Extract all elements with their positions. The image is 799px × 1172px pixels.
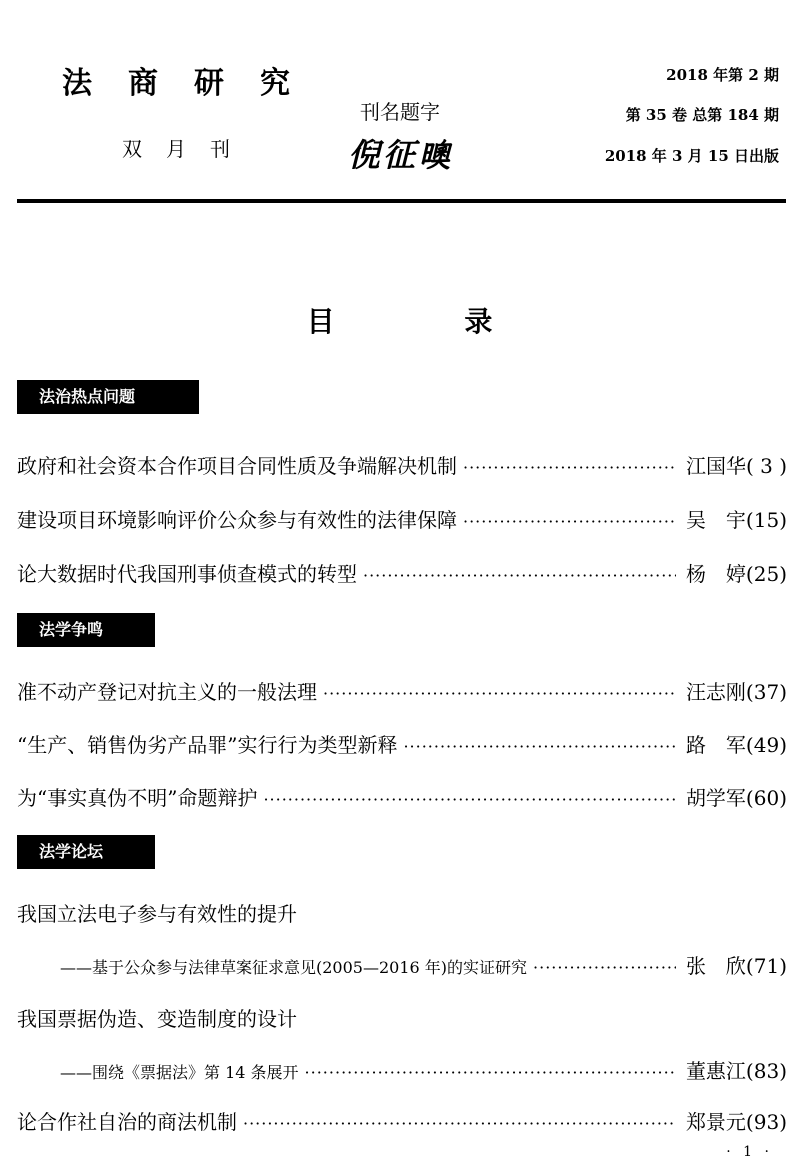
issue-number: 2018 年第 2 期 — [666, 66, 779, 84]
toc-entry[interactable] — [17, 504, 787, 538]
leader-dots — [263, 790, 675, 809]
entry-title: 论合作社自治的商法机制 — [17, 1110, 237, 1134]
entry-title: 建设项目环境影响评价公众参与有效性的法律保障 — [17, 508, 457, 532]
entry-author-page: 郑景元(93) — [685, 1110, 787, 1134]
leader-dots — [363, 566, 676, 585]
entry-author-page: 张 欣(71) — [685, 954, 787, 978]
leader-dots — [305, 1063, 676, 1082]
section-tab: 法学争鸣 — [17, 613, 155, 647]
entry-title: 准不动产登记对抗主义的一般法理 — [17, 680, 317, 704]
toc-entry[interactable] — [17, 729, 787, 763]
entry-author-page: 江国华( 3 ) — [685, 454, 787, 478]
entry-title: 为“事实真伪不明”命题辩护 — [17, 786, 258, 810]
toc-entry[interactable] — [17, 1106, 787, 1140]
calligraphy-signature: 倪征𣋉 — [348, 136, 454, 174]
entry-author-page: 胡学军(60) — [685, 786, 787, 810]
entry-title: 我国立法电子参与有效性的提升 — [17, 902, 297, 926]
leader-dots — [463, 458, 676, 477]
toc-entry[interactable] — [17, 450, 787, 484]
entry-title: 政府和社会资本合作项目合同性质及争端解决机制 — [17, 454, 457, 478]
entry-author-page: 董惠江(83) — [685, 1059, 787, 1083]
page-number: · 1 · — [726, 1144, 773, 1160]
toc-entry[interactable] — [17, 558, 787, 592]
calligraphy-label: 刊名题字 — [360, 100, 440, 124]
toc-entry-subtitle[interactable] — [60, 950, 787, 984]
publication-frequency: 双月刊 — [122, 137, 254, 161]
toc-entry[interactable] — [17, 782, 787, 816]
entry-title: “生产、销售伪劣产品罪”实行行为类型新释 — [17, 733, 398, 757]
entry-author-page: 路 军(49) — [685, 733, 787, 757]
toc-entry[interactable] — [17, 898, 787, 932]
entry-author-page: 汪志刚(37) — [685, 680, 787, 704]
entry-subtitle: ——基于公众参与法律草案征求意见(2005—2016 年)的实证研究 — [60, 958, 528, 977]
entry-subtitle: ——围绕《票据法》第 14 条展开 — [60, 1063, 299, 1082]
publish-date: 2018 年 3 月 15 日出版 — [604, 147, 779, 165]
journal-title: 法商研究 — [62, 66, 326, 101]
leader-dots — [243, 1114, 676, 1133]
entry-author-page: 吴 宇(15) — [685, 508, 787, 532]
leader-dots — [533, 958, 676, 977]
section-tab: 法治热点问题 — [17, 380, 199, 414]
header-divider — [17, 199, 786, 203]
section-tab: 法学论坛 — [17, 835, 155, 869]
leader-dots — [403, 737, 675, 756]
volume-number: 第 35 卷 总第 184 期 — [625, 106, 779, 124]
leader-dots — [463, 512, 676, 531]
entry-title: 论大数据时代我国刑事侦查模式的转型 — [17, 562, 357, 586]
leader-dots — [323, 684, 676, 703]
toc-entry-subtitle[interactable] — [60, 1055, 787, 1089]
toc-entry[interactable] — [17, 676, 787, 710]
toc-entry[interactable] — [17, 1003, 787, 1037]
contents-title: 目 录 — [306, 305, 553, 338]
entry-title: 我国票据伪造、变造制度的设计 — [17, 1007, 297, 1031]
entry-author-page: 杨 婷(25) — [685, 562, 787, 586]
